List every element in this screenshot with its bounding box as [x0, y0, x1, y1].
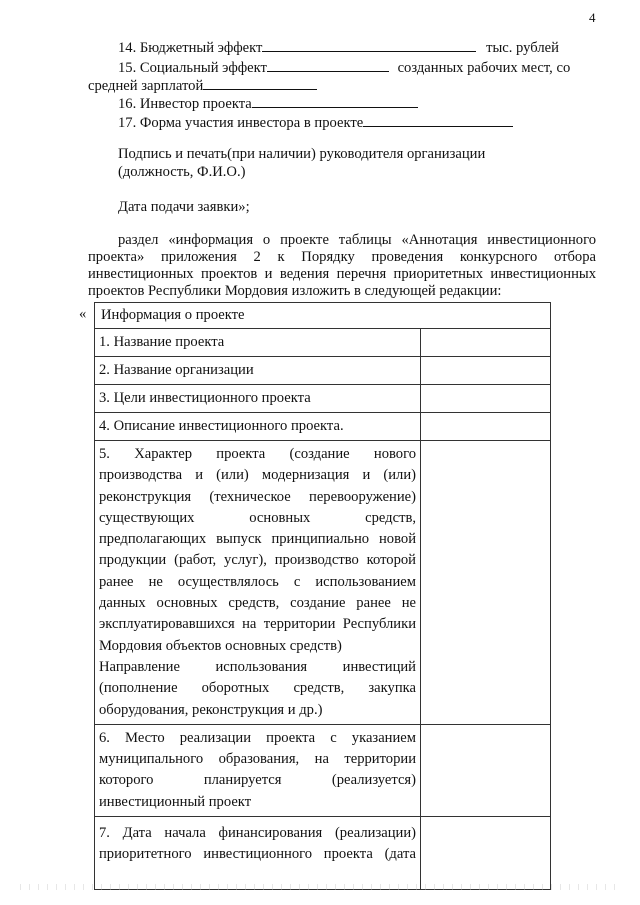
project-info-table: [94, 302, 551, 890]
cell-text: инвестиционный проект: [99, 793, 252, 810]
cell-text: приоритетного инвестиционного проекта (дата: [99, 846, 416, 863]
table-cell-label: [95, 441, 421, 724]
field-label: 16. Инвестор проекта: [118, 96, 252, 112]
table-cell-value: [421, 329, 550, 356]
cell-text: (пополнение оборотных средств, закупка: [99, 680, 416, 697]
table-cell-value: [421, 725, 550, 816]
page-number: 4: [589, 10, 596, 25]
instruction-line: раздел «информация о проекте таблицы «Аннотация инвестиционного: [118, 232, 596, 248]
cell-text: эксплуатировавшихся на территории Республики: [99, 616, 416, 633]
table-cell-value: [421, 817, 550, 889]
cell-text: Направление использования инвестиций: [99, 658, 416, 675]
cell-text: 4. Описание инвестиционного проекта.: [99, 418, 344, 434]
cell-text: 3. Цели инвестиционного проекта: [99, 390, 311, 406]
instruction-line: проекта» приложения 2 к Порядку проведения конкурсного отбора: [88, 249, 596, 265]
submission-date: Дата подачи заявки»;: [118, 199, 250, 215]
cell-text: 2. Название организации: [99, 362, 254, 378]
field-label: средней зарплатой: [88, 78, 204, 94]
cell-text: 5. Характер проекта (создание нового: [99, 446, 416, 462]
table-cell-value: [421, 441, 550, 724]
instruction-line: проектов Республики Мордовия изложить в следующей редакции:: [88, 283, 502, 299]
open-quote: «: [79, 306, 87, 322]
table-cell-value: [421, 413, 550, 440]
cell-text: ранее не осуществлялось с использованием: [99, 573, 416, 590]
table-row: [95, 441, 550, 725]
fill-line: [203, 76, 317, 90]
fill-line: [262, 38, 476, 52]
cell-text: Мордовия объектов основных средств): [99, 637, 342, 654]
cell-text: реконструкция (техническое перевооружение): [99, 488, 416, 505]
table-cell-label: [95, 357, 421, 384]
fill-line: [363, 113, 513, 127]
cell-text: 7. Дата начала финансирования (реализации): [99, 825, 416, 842]
table-cell-label: [95, 725, 421, 816]
scan-noise: [20, 884, 620, 890]
table-cell-label: [95, 329, 421, 356]
form-field-budget-effect: [118, 38, 559, 57]
table-row: [95, 329, 550, 357]
table-header: Информация о проекте: [95, 303, 550, 329]
table-cell-value: [421, 385, 550, 412]
cell-text: производства и (или) модернизация и (или): [99, 467, 416, 484]
cell-text: 1. Название проекта: [99, 334, 225, 350]
form-field-social-effect: [118, 58, 570, 77]
table-cell-label: [95, 385, 421, 412]
table-cell-value: [421, 357, 550, 384]
form-field-investor: [118, 94, 418, 113]
field-label: 15. Социальный эффект: [118, 60, 267, 76]
instruction-line: инвестиционных проектов и ведения перечня приоритетных инвестиционных: [88, 266, 596, 282]
fill-line: [267, 58, 389, 72]
signature-line-2: (должность, Ф.И.О.): [118, 164, 246, 180]
form-field-investor-participation: [118, 113, 513, 132]
table-row: [95, 385, 550, 413]
cell-text: муниципального образования, на территории: [99, 751, 416, 768]
cell-text: существующих основных средств,: [99, 509, 416, 526]
cell-text: 6. Место реализации проекта с указанием: [99, 729, 416, 746]
table-row: [95, 357, 550, 385]
field-label: 14. Бюджетный эффект: [118, 40, 263, 56]
cell-text: продукции (работ, услуг), производство которой: [99, 552, 416, 569]
field-label: 17. Форма участия инвестора в проекте: [118, 115, 364, 131]
table-row: [95, 817, 550, 889]
cell-text: оборудования, реконструкция и др.): [99, 701, 323, 718]
cell-text: данных основных средств, создание ранее не: [99, 595, 416, 612]
field-suffix: тыс. рублей: [486, 40, 559, 56]
form-field-salary: [88, 76, 317, 95]
instruction-paragraph: [88, 232, 596, 300]
table-cell-label: [95, 817, 421, 889]
cell-text: предполагающих выпуск принципиально новой: [99, 531, 416, 548]
table-row: [95, 725, 550, 817]
field-suffix: созданных рабочих мест, со: [397, 60, 571, 76]
signature-line-1: Подпись и печать(при наличии) руководителя организации: [118, 146, 486, 162]
fill-line: [252, 94, 418, 108]
cell-text: которого планируется (реализуется): [99, 772, 416, 789]
table-cell-label: [95, 413, 421, 440]
table-row: [95, 413, 550, 441]
